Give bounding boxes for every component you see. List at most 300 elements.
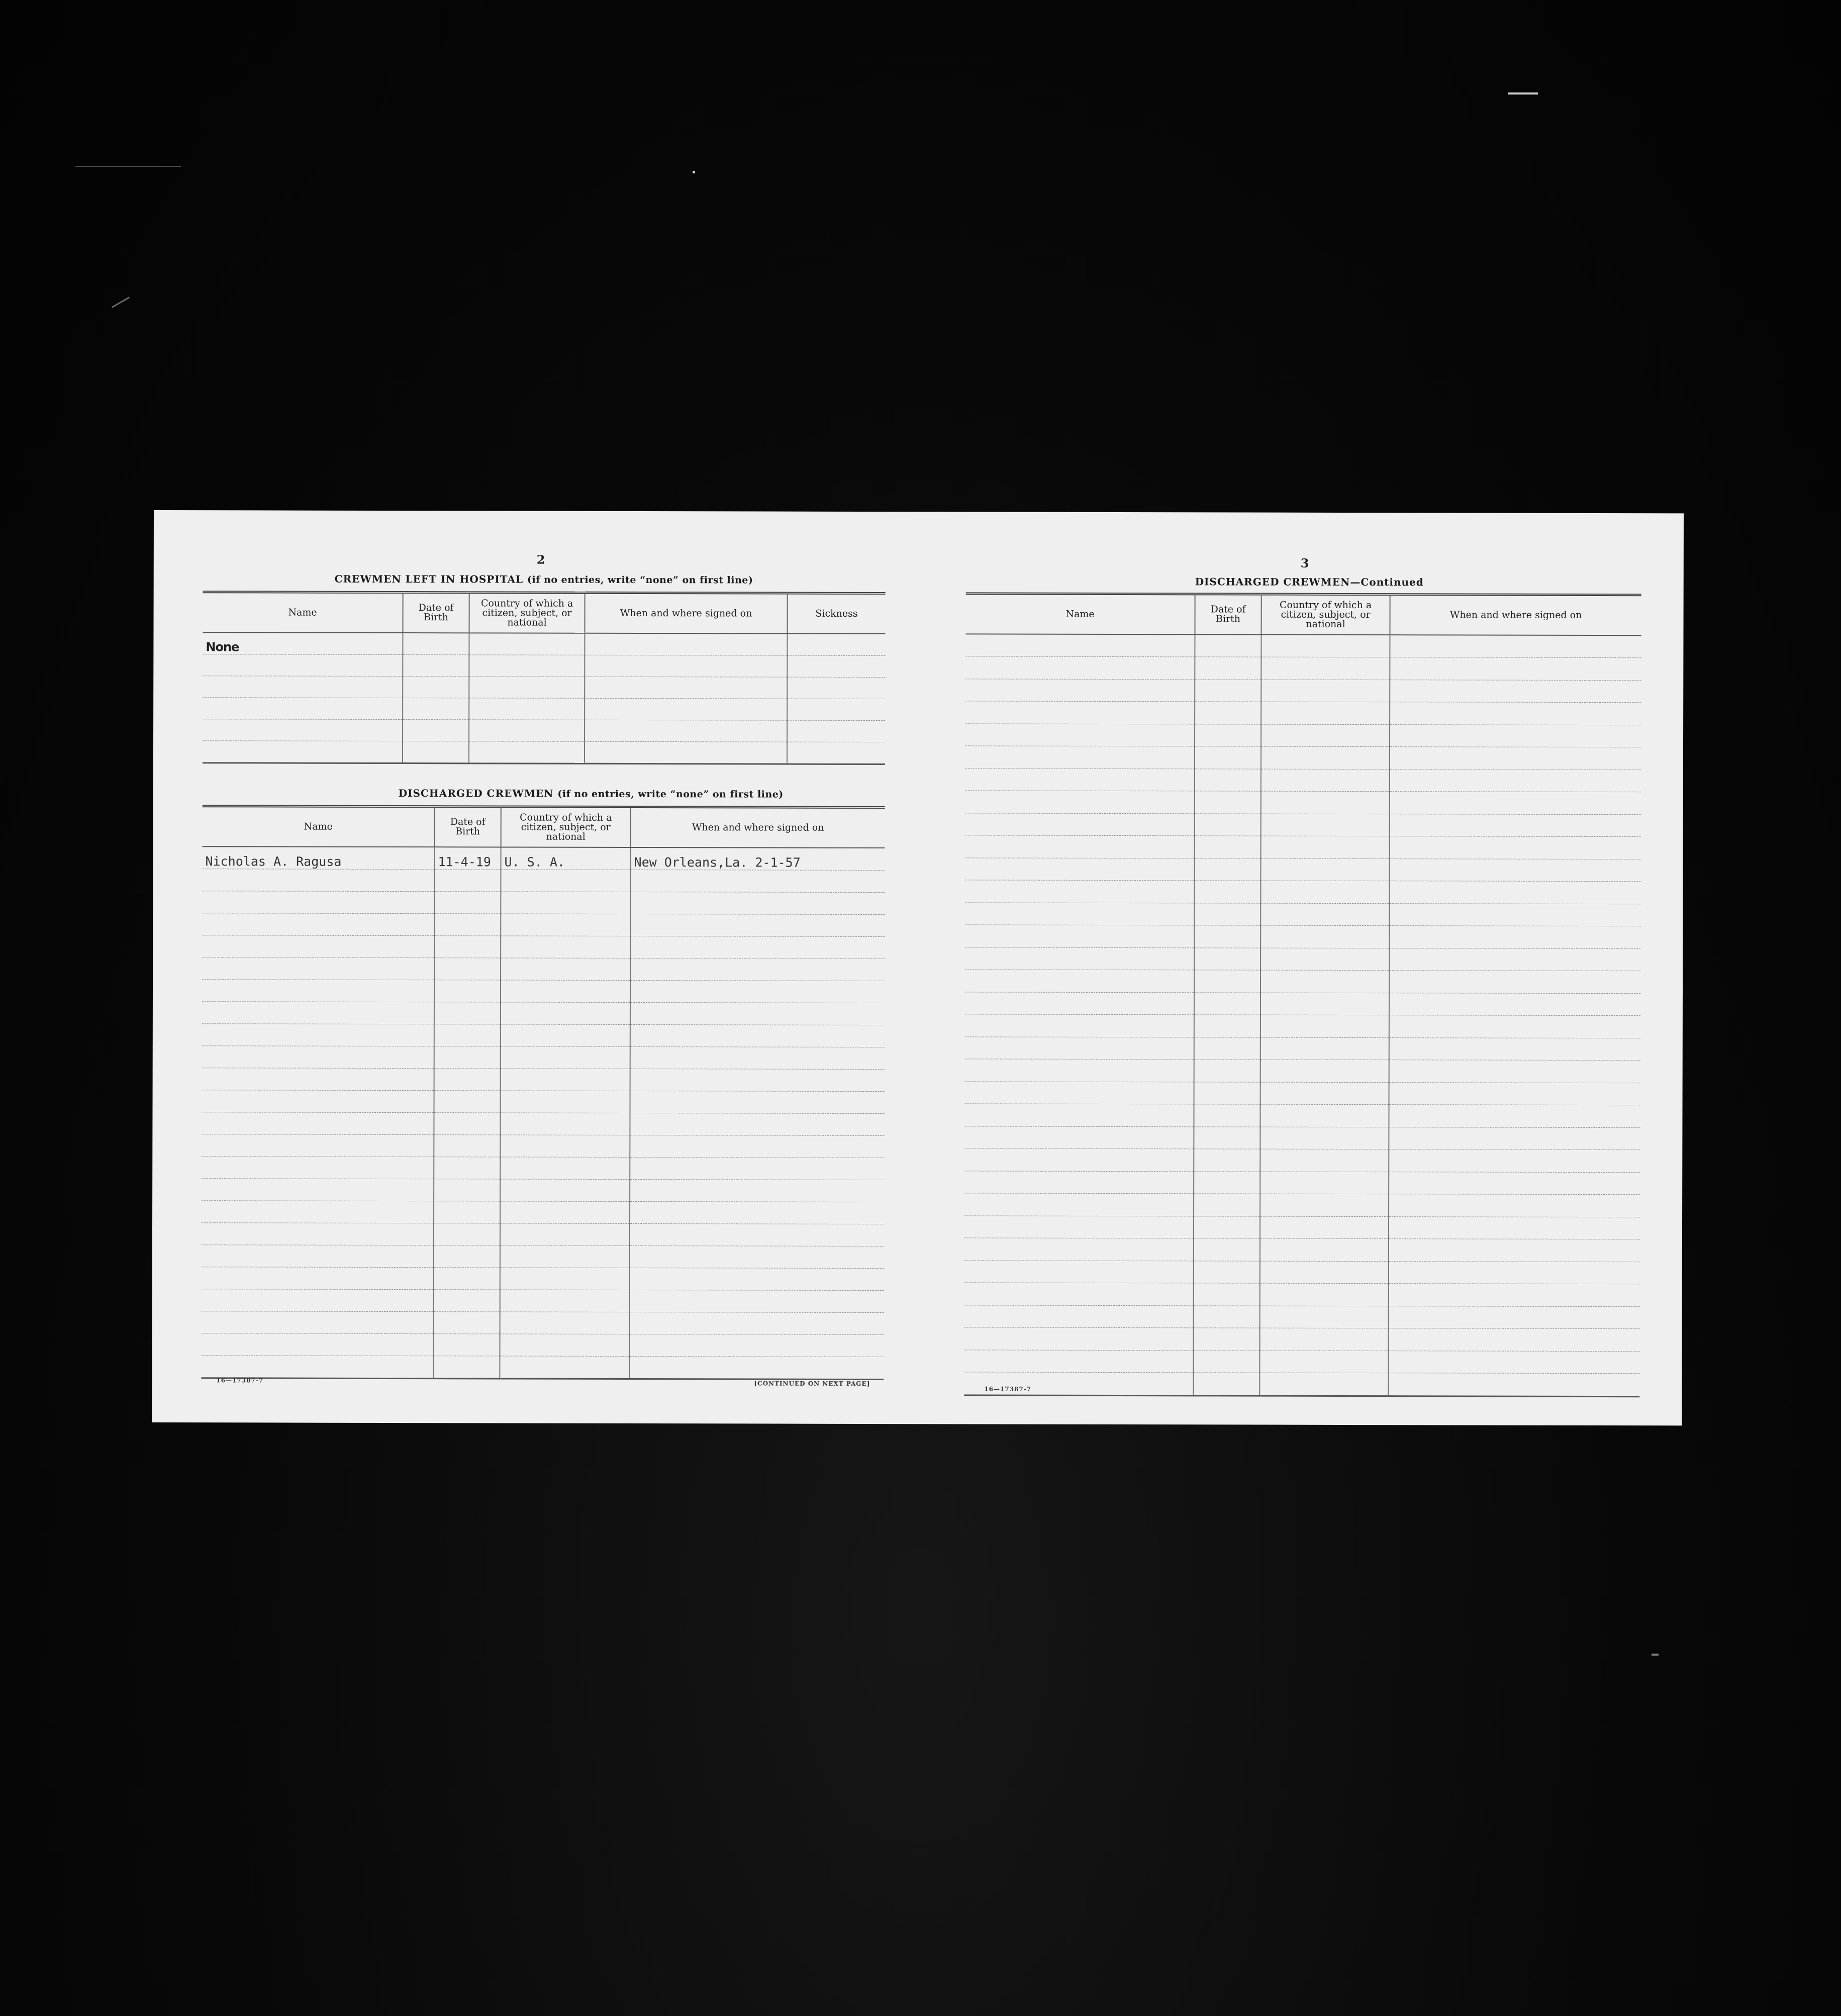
- table-cell: [1261, 702, 1390, 724]
- table-cell: [1194, 1171, 1260, 1194]
- discharged-continued-table: [964, 592, 1641, 1397]
- table-cell: [1261, 791, 1390, 814]
- table-cell: [433, 1356, 500, 1378]
- table-cell: [1389, 903, 1640, 926]
- table-cell: [202, 913, 434, 935]
- table-cell: [1390, 724, 1641, 747]
- table-cell: [203, 697, 403, 719]
- table-cell: [500, 1179, 630, 1201]
- table-cell: [434, 1024, 501, 1046]
- table-cell: [787, 677, 885, 699]
- table-cell: [501, 891, 630, 914]
- hospital-section-title: [335, 573, 753, 586]
- table-row: [202, 957, 885, 981]
- table-cell: [787, 699, 885, 720]
- table-cell: [1194, 992, 1261, 1015]
- table-cell: [1389, 948, 1640, 971]
- col-header-sickness: Sickness: [787, 593, 885, 633]
- table-cell: [964, 1283, 1194, 1305]
- table-cell: [1389, 1172, 1640, 1195]
- table-cell: [202, 1311, 434, 1333]
- table-cell: [434, 1068, 501, 1090]
- table-cell: [203, 719, 403, 741]
- table-row: [965, 1059, 1640, 1083]
- dust-speck: [693, 171, 695, 173]
- table-cell: [1389, 1261, 1640, 1284]
- table-cell: [1261, 724, 1390, 747]
- table-cell: [1261, 1037, 1389, 1060]
- col-header-country: Country of which a citizen, subject, or national: [501, 807, 631, 847]
- table-cell: [787, 655, 885, 677]
- page-number: 2: [536, 552, 545, 567]
- table-row: [201, 1355, 884, 1379]
- col-header-date-of-birth: Date of Birth: [435, 807, 501, 847]
- table-cell: [965, 992, 1194, 1014]
- table-cell: [1195, 813, 1261, 836]
- table-cell: [1194, 1060, 1261, 1082]
- table-cell: [964, 1327, 1194, 1350]
- table-cell: [630, 1135, 884, 1158]
- table-row: [203, 719, 885, 742]
- cell-text: 11-4-19: [438, 854, 491, 869]
- table-row: [964, 1283, 1640, 1306]
- table-cell: [1390, 769, 1641, 792]
- table-cell: [1195, 657, 1261, 680]
- table-cell: [965, 634, 1195, 657]
- table-cell: [1390, 657, 1641, 681]
- table-cell: [630, 980, 885, 1003]
- col-header-name: Name: [203, 592, 403, 633]
- table-row: [965, 970, 1640, 993]
- table-cell: [965, 947, 1194, 970]
- table-row: [965, 768, 1641, 792]
- table-cell: [1195, 746, 1261, 769]
- table-cell: [965, 656, 1195, 679]
- table-cell: [434, 1201, 500, 1223]
- table-cell: [202, 1156, 434, 1179]
- table-cell: [630, 1069, 885, 1091]
- table-cell: [202, 1200, 434, 1223]
- table-cell: [965, 1014, 1194, 1037]
- table-cell: [630, 1223, 884, 1246]
- table-cell: [1194, 1261, 1260, 1283]
- table-cell: [500, 1289, 630, 1312]
- table-cell: [965, 723, 1195, 746]
- table-cell: [630, 1245, 884, 1268]
- table-cell: [1194, 970, 1261, 993]
- table-cell: [1194, 858, 1261, 881]
- table-cell: [1260, 1238, 1389, 1261]
- table-cell: [1389, 1328, 1640, 1352]
- table-cell: [1261, 680, 1390, 702]
- table-cell: [1389, 1216, 1640, 1239]
- dust-speck: [75, 166, 181, 167]
- table-cell: [585, 633, 787, 655]
- table-cell: [203, 676, 403, 698]
- table-cell: [964, 1238, 1194, 1261]
- table-row: [965, 791, 1641, 814]
- table-cell: [585, 655, 787, 677]
- table-cell: [585, 720, 787, 742]
- col-header-country: Country of which a citizen, subject, or national: [469, 593, 585, 633]
- table-cell: [501, 869, 630, 892]
- table-cell: [501, 847, 631, 870]
- table-cell: [435, 847, 501, 870]
- table-cell: [202, 1068, 434, 1090]
- col-header-signed-on: When and where signed on: [631, 807, 885, 847]
- table-cell: [630, 1157, 884, 1180]
- table-row: [202, 913, 885, 936]
- table-cell: [1194, 1194, 1260, 1216]
- table-cell: [964, 1193, 1194, 1216]
- table-row: [965, 925, 1640, 948]
- table-cell: [965, 902, 1194, 925]
- table-row: [202, 1045, 885, 1069]
- discharged-title: DISCHARGED CREWMEN: [398, 787, 554, 800]
- table-cell: [202, 1001, 434, 1024]
- table-cell: [630, 1201, 884, 1224]
- table-cell: [1195, 769, 1261, 791]
- table-row: [965, 1014, 1640, 1038]
- table-cell: [630, 870, 885, 892]
- col-header-name: Name: [203, 806, 435, 847]
- table-cell: [201, 1355, 433, 1378]
- table-row: [202, 1244, 884, 1268]
- table-cell: [203, 846, 435, 869]
- table-row: [202, 1289, 884, 1312]
- table-cell: [1389, 858, 1640, 882]
- table-cell: [630, 1179, 884, 1202]
- table-cell: [1195, 634, 1261, 657]
- table-row: [965, 679, 1641, 702]
- table-cell: [964, 1260, 1194, 1283]
- table-cell: [403, 719, 469, 741]
- table-cell: [964, 1171, 1194, 1193]
- table-cell: [965, 1036, 1194, 1059]
- table-cell: [1261, 903, 1389, 926]
- col-header-country: Country of which a citizen, subject, or national: [1261, 594, 1390, 635]
- discharged-section-title: [399, 787, 784, 800]
- table-cell: [434, 1112, 500, 1134]
- table-cell: [469, 719, 585, 741]
- table-cell: [1195, 791, 1261, 814]
- table-row: [201, 1333, 884, 1357]
- cell-text: New Orleans,La. 2-1-57: [634, 854, 801, 870]
- hospital-table: [203, 591, 886, 764]
- table-cell: [202, 935, 434, 957]
- table-row: [964, 1260, 1640, 1284]
- table-cell: [964, 1350, 1193, 1372]
- table-cell: [1194, 1104, 1260, 1127]
- table-cell: [1261, 925, 1389, 948]
- table-cell: [403, 676, 469, 698]
- table-cell: [1261, 634, 1390, 657]
- discharged-continued-title: DISCHARGED CREWMEN—Continued: [1195, 575, 1424, 589]
- table-cell: [202, 1267, 434, 1289]
- table-cell: [469, 633, 585, 655]
- table-cell: [1388, 1373, 1639, 1397]
- table-cell: [202, 1045, 434, 1068]
- table-cell: [1194, 1216, 1260, 1238]
- table-cell: [1261, 836, 1390, 858]
- table-row: [964, 1305, 1640, 1328]
- table-row: [203, 676, 885, 699]
- discharged-note: (if no entries, write “none” on first line): [557, 788, 784, 800]
- hospital-title: CREWMEN LEFT IN HOSPITAL: [334, 572, 524, 586]
- table-cell: [1261, 1082, 1389, 1105]
- table-cell: [1390, 747, 1641, 770]
- table-cell: [630, 936, 885, 958]
- table-cell: [434, 1245, 500, 1267]
- table-cell: [964, 1305, 1194, 1327]
- table-row: [964, 1238, 1640, 1262]
- table-row: [965, 1036, 1640, 1060]
- table-cell: [787, 633, 885, 655]
- table-cell: [630, 1046, 885, 1069]
- table-cell: [202, 1289, 434, 1311]
- table-cell: [501, 1068, 630, 1091]
- table-cell: [469, 654, 585, 676]
- cell-text: U. S. A.: [504, 854, 565, 870]
- table-cell: [630, 914, 885, 936]
- table-cell: [1388, 1351, 1639, 1374]
- table-cell: [1390, 814, 1641, 837]
- table-cell: [965, 679, 1195, 701]
- table-row: [964, 1171, 1640, 1194]
- cell-text: Nicholas A. Ragusa: [205, 853, 342, 869]
- table-row: [202, 979, 885, 1003]
- table-row: [965, 857, 1640, 881]
- table-cell: [434, 1157, 500, 1179]
- table-cell: [1261, 948, 1389, 971]
- table-cell: [1260, 1306, 1389, 1328]
- table-cell: [1389, 881, 1640, 904]
- form-number: 16—17387-7: [216, 1377, 264, 1384]
- table-cell: [434, 980, 501, 1002]
- table-row: [202, 1112, 884, 1135]
- table-cell: [1194, 1149, 1260, 1172]
- table-row: [964, 1148, 1640, 1172]
- table-row: [964, 1215, 1640, 1239]
- table-cell: [965, 857, 1194, 880]
- table-cell: [1193, 1373, 1259, 1396]
- table-cell: [1195, 836, 1261, 858]
- table-cell: [434, 1179, 500, 1201]
- table-cell: [500, 1333, 629, 1356]
- table-cell: [1389, 1194, 1640, 1217]
- table-cell: [434, 1267, 500, 1289]
- table-cell: [202, 1178, 434, 1201]
- table-cell: [1193, 1350, 1259, 1373]
- table-row: [964, 1350, 1639, 1373]
- table-cell: [1389, 1284, 1640, 1307]
- table-cell: [434, 935, 501, 957]
- table-cell: [1194, 1015, 1261, 1037]
- table-row: [965, 813, 1641, 836]
- table-cell: [1389, 1306, 1640, 1329]
- table-cell: [1195, 702, 1261, 724]
- table-cell: [202, 1134, 434, 1157]
- table-cell: [630, 1024, 885, 1047]
- table-row: [202, 1222, 884, 1246]
- table-cell: [1389, 1082, 1640, 1105]
- table-cell: [434, 1223, 500, 1245]
- continued-note: [CONTINUED ON NEXT PAGE]: [754, 1380, 870, 1387]
- table-row: [202, 891, 885, 914]
- table-row: [964, 1372, 1639, 1396]
- table-row: [202, 1134, 884, 1158]
- table-cell: [1260, 1261, 1389, 1284]
- continued-rows: [964, 634, 1641, 1396]
- table-cell: [1261, 1015, 1389, 1037]
- table-cell: [965, 813, 1195, 835]
- table-row: [964, 1104, 1640, 1127]
- table-cell: [1259, 1373, 1388, 1396]
- table-row: [965, 835, 1641, 859]
- table-cell: [630, 1113, 884, 1135]
- table-cell: [1194, 1238, 1260, 1261]
- table-cell: [1261, 970, 1389, 993]
- left-page: [196, 510, 885, 1424]
- table-row: [202, 1178, 884, 1202]
- col-header-signed-on: When and where signed on: [585, 593, 787, 633]
- table-cell: [202, 1244, 434, 1267]
- table-row: [202, 869, 885, 892]
- table-cell: [964, 1215, 1194, 1238]
- table-cell: [201, 1333, 433, 1356]
- table-cell: [500, 1157, 630, 1179]
- table-cell: [403, 633, 469, 655]
- table-cell: [1389, 1060, 1640, 1083]
- table-cell: [1194, 947, 1261, 970]
- table-cell: [1390, 792, 1641, 815]
- table-cell: [434, 913, 501, 935]
- hospital-rows: [203, 632, 886, 764]
- table-cell: [202, 979, 434, 1002]
- table-cell: [203, 632, 403, 654]
- table-cell: [630, 1002, 885, 1025]
- table-cell: [501, 935, 630, 958]
- table-cell: [1261, 881, 1389, 903]
- table-cell: [1261, 993, 1389, 1015]
- table-row: [202, 1311, 884, 1334]
- table-cell: [1194, 881, 1261, 903]
- table-row: [964, 1126, 1640, 1149]
- table-cell: [630, 1290, 884, 1312]
- table-row: [203, 632, 885, 655]
- table-cell: [1389, 1149, 1640, 1173]
- table-cell: [203, 740, 403, 763]
- document-sheet: [152, 510, 1684, 1425]
- table-cell: [403, 741, 469, 763]
- cell-text: None: [206, 639, 239, 654]
- table-cell: [1194, 1283, 1260, 1306]
- table-row: [965, 634, 1641, 658]
- table-row: [203, 654, 885, 677]
- table-cell: [434, 1090, 500, 1112]
- table-cell: [630, 1091, 884, 1113]
- table-row: [965, 992, 1640, 1015]
- table-cell: [434, 869, 501, 891]
- table-cell: [500, 1245, 630, 1268]
- table-cell: [469, 698, 585, 719]
- table-cell: [585, 698, 787, 720]
- table-cell: [965, 970, 1194, 992]
- table-cell: [630, 892, 885, 914]
- table-cell: [630, 958, 885, 981]
- table-cell: [631, 847, 885, 870]
- table-cell: [1194, 1126, 1260, 1149]
- table-cell: [202, 957, 434, 980]
- table-cell: [501, 1024, 630, 1046]
- table-cell: [1389, 1037, 1640, 1061]
- table-cell: [202, 869, 434, 891]
- table-cell: [630, 1268, 884, 1290]
- table-cell: [434, 957, 501, 980]
- form-number: 16—17387-7: [984, 1385, 1032, 1393]
- table-cell: [585, 741, 787, 764]
- table-cell: [1194, 1037, 1261, 1060]
- table-cell: [1389, 1239, 1640, 1262]
- table-cell: [585, 677, 787, 699]
- table-cell: [965, 1059, 1194, 1082]
- table-cell: [965, 835, 1195, 858]
- table-cell: [202, 1023, 434, 1046]
- table-cell: [500, 1112, 630, 1135]
- table-row: [202, 1023, 885, 1047]
- col-header-name: Name: [965, 594, 1195, 634]
- table-cell: [434, 891, 501, 913]
- table-cell: [1389, 1127, 1640, 1150]
- col-header-date-of-birth: Date of Birth: [1195, 594, 1261, 634]
- table-row: [964, 1327, 1640, 1351]
- table-cell: [1260, 1104, 1389, 1127]
- table-row: [965, 880, 1640, 904]
- table-cell: [500, 1267, 630, 1290]
- table-cell: [630, 1312, 884, 1334]
- table-cell: [1260, 1328, 1389, 1351]
- table-cell: [965, 768, 1195, 791]
- table-row: [203, 846, 885, 870]
- table-cell: [1261, 858, 1389, 881]
- table-cell: [433, 1333, 500, 1356]
- table-cell: [1260, 1283, 1389, 1306]
- table-cell: [203, 654, 403, 676]
- table-row: [202, 1068, 885, 1091]
- table-cell: [1260, 1172, 1389, 1194]
- table-cell: [1194, 1082, 1261, 1104]
- table-cell: [1261, 814, 1390, 836]
- table-cell: [501, 980, 630, 1002]
- dust-speck: [1652, 1654, 1659, 1656]
- table-cell: [500, 1134, 630, 1157]
- table-cell: [1261, 769, 1390, 792]
- table-cell: [202, 1222, 434, 1245]
- table-row: [965, 746, 1641, 770]
- table-cell: [501, 913, 630, 936]
- table-cell: [434, 1134, 500, 1157]
- table-cell: [1261, 1060, 1389, 1082]
- table-cell: [1261, 746, 1390, 769]
- table-cell: [403, 698, 469, 719]
- table-cell: [964, 1104, 1194, 1126]
- table-cell: [1194, 925, 1261, 948]
- table-cell: [501, 1046, 630, 1069]
- table-cell: [1260, 1149, 1389, 1172]
- table-cell: [500, 1223, 630, 1245]
- table-cell: [964, 1126, 1194, 1148]
- table-row: [965, 1081, 1640, 1105]
